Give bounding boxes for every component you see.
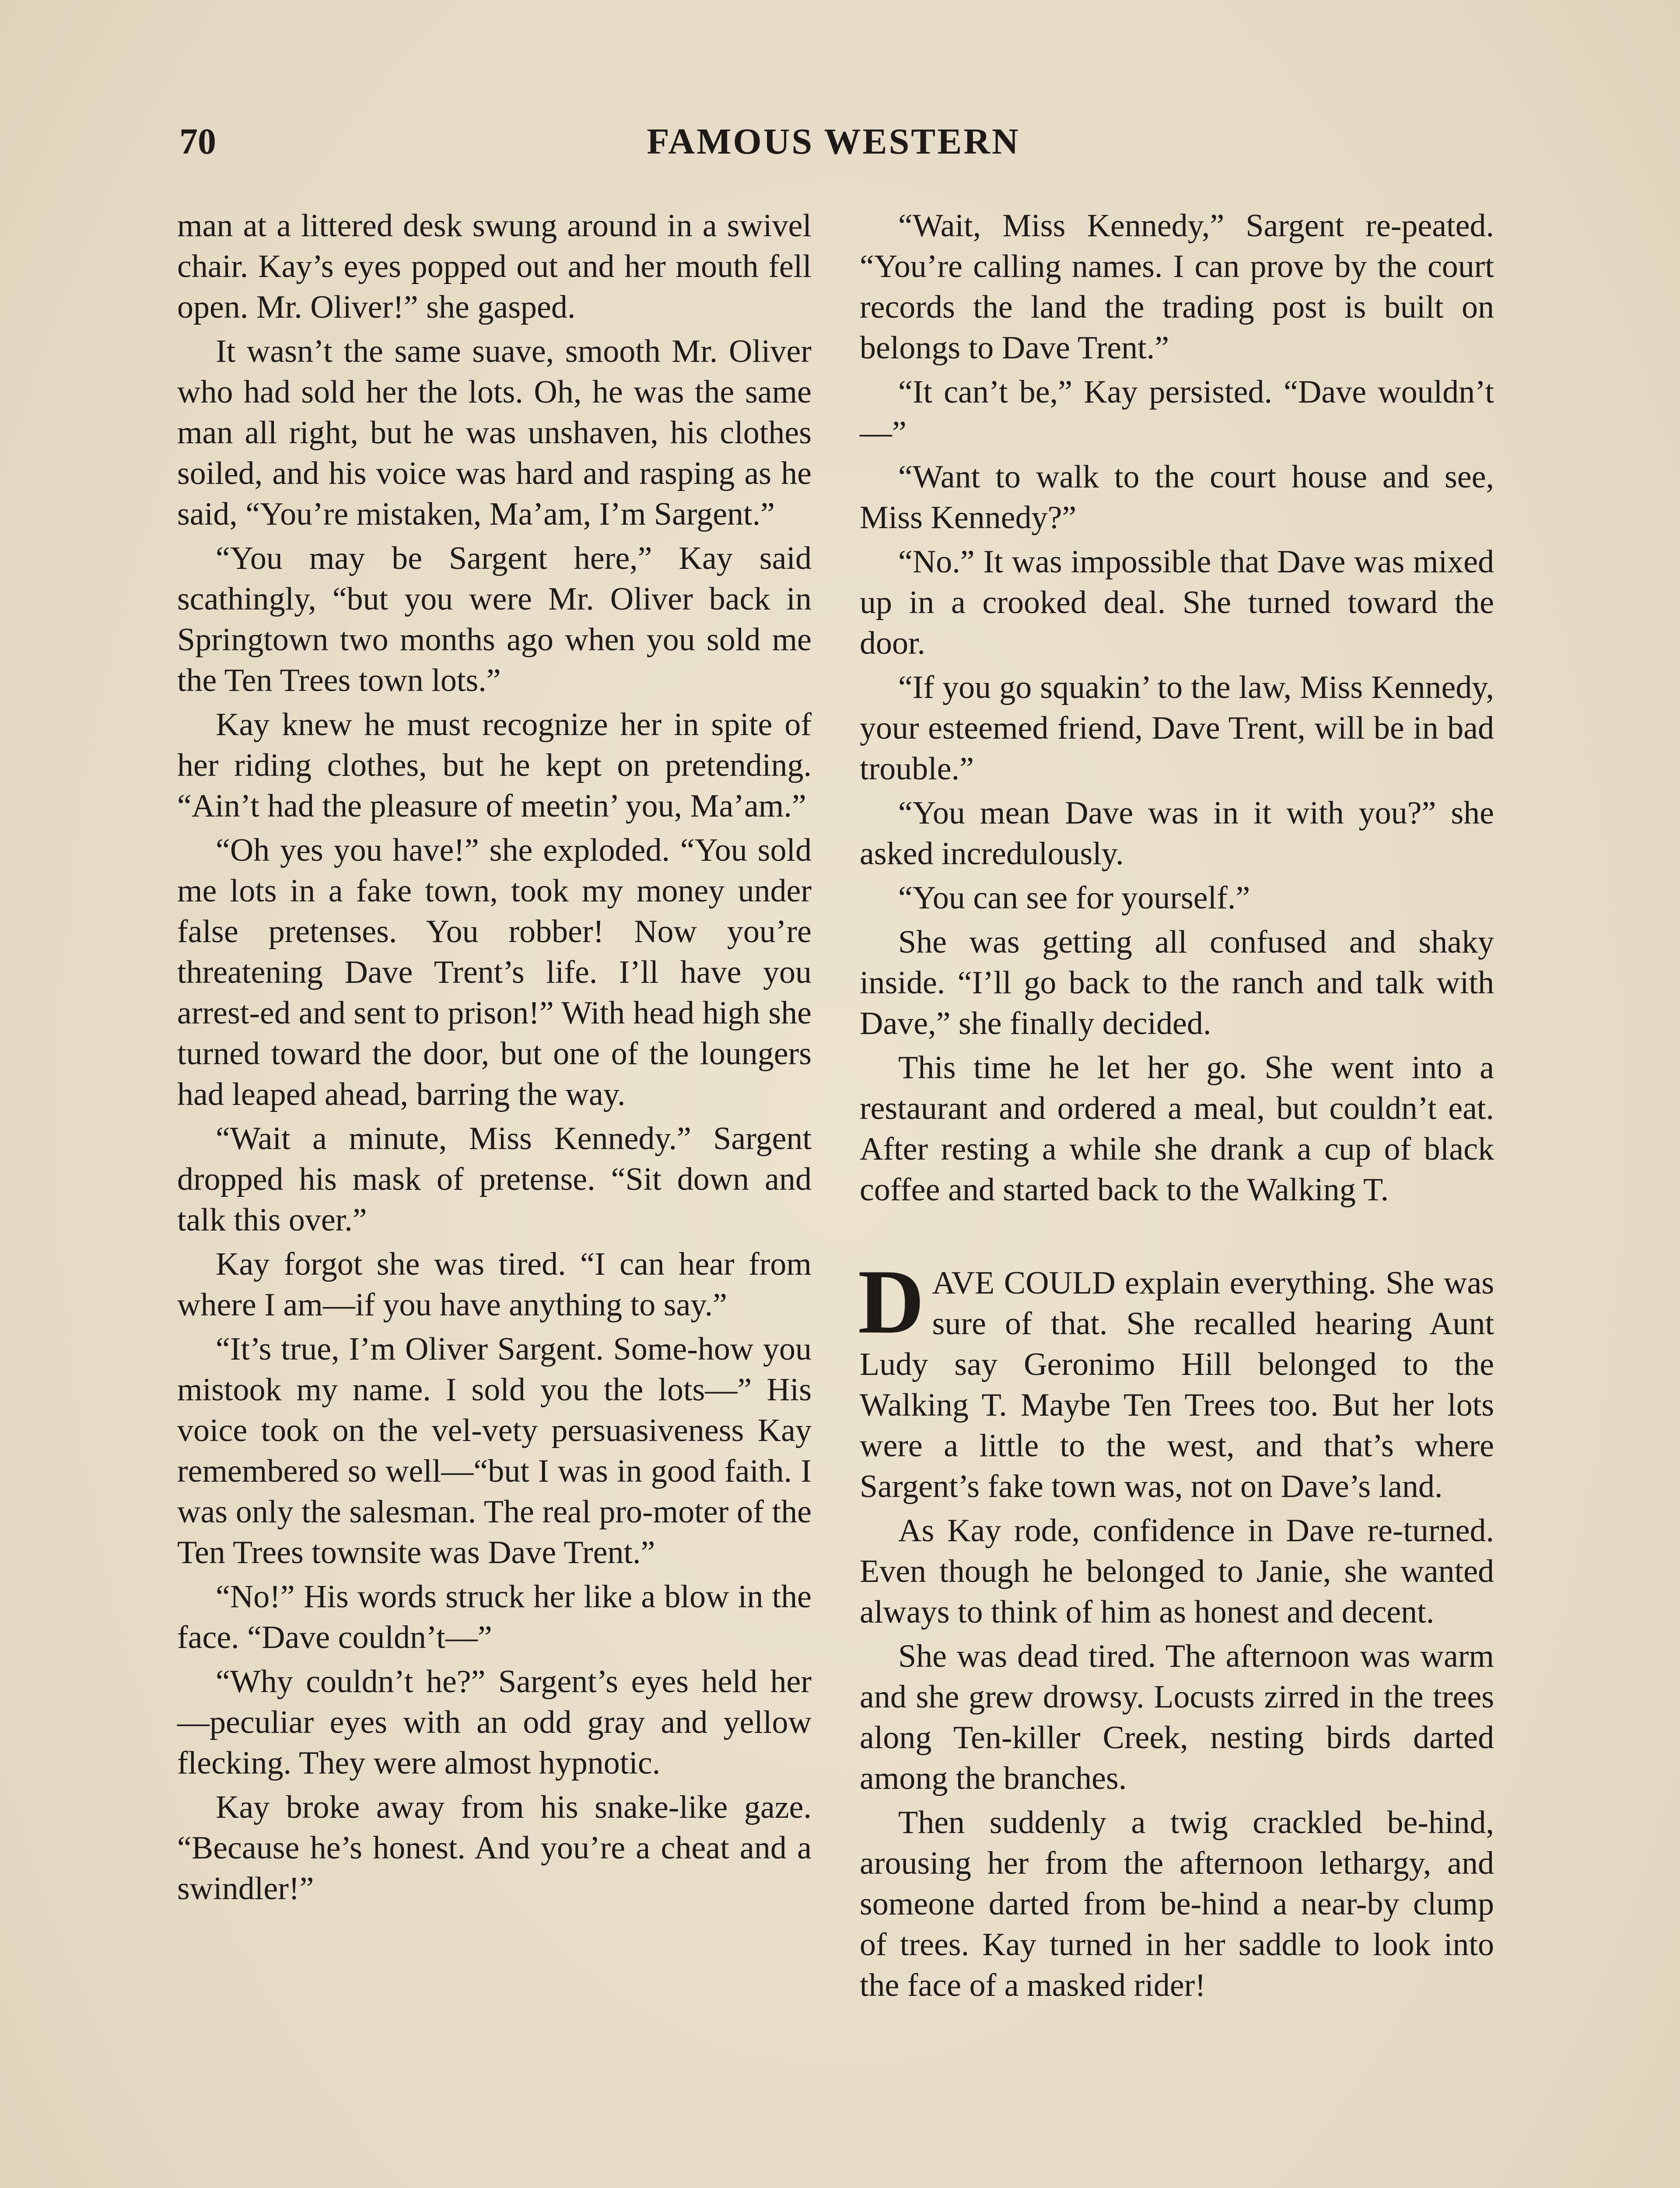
- running-title: FAMOUS WESTERN: [647, 121, 1020, 162]
- right-column: [860, 206, 1494, 2009]
- page-header: [179, 120, 1488, 173]
- section-first-paragraph: [858, 1251, 1494, 1507]
- paragraph: “Oh yes you have!” she exploded. “You sold me lots in a fake town, took my money under false pretenses. You robber! Now you’re threatening Dave Trent’s life. I’ll have you arrest-ed and sent to prison!” With head high she turned toward the door, but one of the loungers had leaped ahead, barring the way.: [177, 832, 812, 1112]
- page-number: 70: [179, 121, 216, 162]
- paragraph: “If you go squakin’ to the law, Miss Kennedy, your esteemed friend, Dave Trent, will be in bad trouble.”: [860, 670, 1494, 787]
- paragraph: “You may be Sargent here,” Kay said scathingly, “but you were Mr. Oliver back in Springtown two months ago when you sold me the Ten Trees town lots.”: [177, 540, 812, 698]
- paragraph: “It’s true, I’m Oliver Sargent. Some-how you mistook my name. I sold you the lots—” His voice took on the vel-vety persuasiveness Kay remembered so well—“but I was in good faith. I was only the salesman. The real pro-moter of the Ten Trees townsite was Dave Trent.”: [177, 1331, 812, 1571]
- paragraph: “No.” It was impossible that Dave was mixed up in a crooked deal. She turned toward the door.: [860, 544, 1494, 661]
- paragraph: She was dead tired. The afternoon was warm and she grew drowsy. Locusts zirred in the trees along Ten-killer Creek, nesting birds darted among the branches.: [860, 1638, 1494, 1796]
- drop-cap: D: [858, 1251, 924, 1353]
- paragraph: “No!” His words struck her like a blow in the face. “Dave couldn’t—”: [177, 1579, 812, 1655]
- section-opening-text: AVE COULD explain everything. She was sure of that. She recalled hearing Aunt Ludy say Geronimo Hill belonged to the Walking T. Maybe Ten Trees too. But her lots were a little to the west, and that’s where Sargent’s fake town was, not on Dave’s land.: [860, 1265, 1494, 1504]
- paragraph: “Why couldn’t he?” Sargent’s eyes held her—peculiar eyes with an odd gray and yellow flecking. They were almost hypnotic.: [177, 1664, 812, 1781]
- paragraph: “You can see for yourself.”: [898, 880, 1250, 916]
- paragraph: “Wait, Miss Kennedy,” Sargent re-peated. “You’re calling names. I can prove by the court records the land the trading post is built on belongs to Dave Trent.”: [860, 208, 1494, 366]
- paragraph: “It can’t be,” Kay persisted. “Dave wouldn’t—”: [860, 374, 1494, 451]
- paragraph: man at a littered desk swung around in a swivel chair. Kay’s eyes popped out and her mouth fell open. Mr. Oliver!” she gasped.: [177, 208, 812, 325]
- paragraph: As Kay rode, confidence in Dave re-turned. Even though he belonged to Janie, she wanted always to think of him as honest and decent.: [860, 1513, 1494, 1630]
- paragraph: It wasn’t the same suave, smooth Mr. Oliver who had sold her the lots. Oh, he was the same man all right, but he was unshaven, his clothes soiled, and his voice was hard and rasping as he said, “You’re mistaken, Ma’am, I’m Sargent.”: [177, 333, 812, 532]
- paragraph: “Want to walk to the court house and see, Miss Kennedy?”: [860, 459, 1494, 536]
- paragraph: “Wait a minute, Miss Kennedy.” Sargent dropped his mask of pretense. “Sit down and talk this over.”: [177, 1121, 812, 1238]
- left-column: [177, 206, 812, 1913]
- paragraph: Kay forgot she was tired. “I can hear from where I am—if you have anything to say.”: [177, 1246, 812, 1323]
- paragraph: Kay broke away from his snake-like gaze. “Because he’s honest. And you’re a cheat and a swindler!”: [177, 1789, 812, 1907]
- paragraph: Kay knew he must recognize her in spite of her riding clothes, but he kept on pretending. “Ain’t had the pleasure of meetin’ you, Ma’am.”: [177, 707, 812, 824]
- paragraph: “You mean Dave was in it with you?” she asked incredulously.: [860, 795, 1494, 872]
- paragraph: She was getting all confused and shaky inside. “I’ll go back to the ranch and talk with Dave,” she finally decided.: [860, 924, 1494, 1041]
- paragraph: Then suddenly a twig crackled be-hind, arousing her from the afternoon lethargy, and someone darted from be-hind a near-by clump of trees. Kay turned in her saddle to look into the face of a masked rider!: [860, 1805, 1494, 2003]
- paragraph: This time he let her go. She went into a restaurant and ordered a meal, but couldn’t eat. After resting a while she drank a cup of black coffee and started back to the Walking T.: [860, 1050, 1494, 1208]
